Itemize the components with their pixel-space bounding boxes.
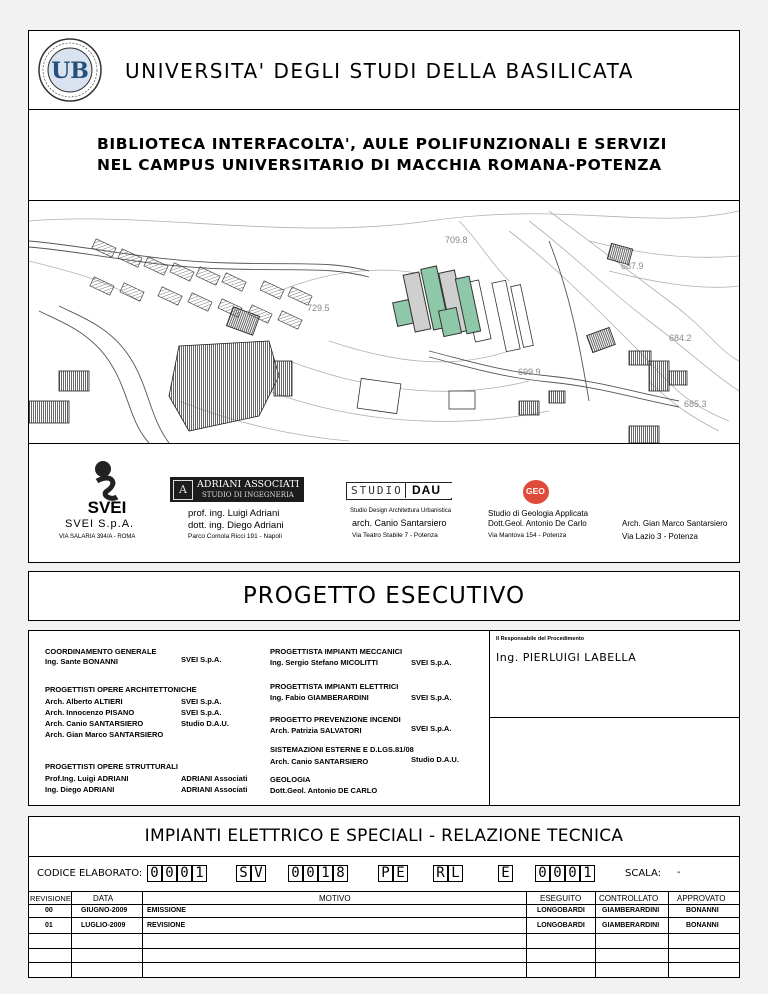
coord-firm: SVEI S.p.A. (181, 655, 222, 664)
mecc-title: PROGETTISTA IMPIANTI MECCANICI (270, 647, 403, 656)
dau-logo-b: DAU (412, 483, 441, 497)
code-cell: 1 (192, 865, 207, 882)
elevation-label: 685.3 (684, 399, 707, 409)
code-cell: 1 (580, 865, 595, 882)
dau-logo (346, 482, 452, 500)
code-cell: 0 (535, 865, 550, 882)
document-title: IMPIANTI ELETTRICO E SPECIALI - RELAZIONE TECNICA (144, 826, 624, 846)
coord-name: Ing. Sante BONANNI (45, 657, 118, 666)
divider (29, 933, 739, 934)
scale-label: SCALA: (625, 868, 662, 879)
arch-name: Arch. Innocenzo PISANO (45, 708, 135, 717)
rev-cell: GIAMBERARDINI (602, 922, 660, 929)
university-logo (37, 37, 103, 103)
ext-firm: Studio D.A.U. (411, 755, 459, 764)
rev-cell: BONANNI (686, 922, 719, 929)
rev-cell: GIUGNO-2009 (81, 907, 128, 914)
resp-title: Il Responsabile del Procedimento (496, 636, 585, 642)
adriani-name1: prof. ing. Luigi Adriani (188, 508, 280, 519)
arch-firm: SVEI S.p.A. (181, 697, 222, 706)
svei-address: VIA SALARIA 394/A - ROMA (59, 534, 136, 540)
project-title-line2: NEL CAMPUS UNIVERSITARIO DI MACCHIA ROMANA-POTENZA (97, 156, 662, 174)
phase-box (28, 571, 740, 621)
divider (71, 891, 72, 977)
svei-logo-text: SVEI (87, 498, 127, 515)
university-name: UNIVERSITA' DEGLI STUDI DELLA BASILICATA (125, 59, 634, 83)
struct-name: Ing. Diego ADRIANI (45, 785, 115, 794)
elevation-label: 709.8 (445, 235, 468, 245)
rev-cell: LUGLIO-2009 (81, 922, 126, 929)
divider (29, 856, 739, 857)
elevation-label: 729.5 (307, 303, 330, 313)
code-cell: 0 (303, 865, 318, 882)
adriani-name2: dott. ing. Diego Adriani (188, 520, 284, 531)
code-cell: E (393, 865, 408, 882)
geo-name: Dott.Geol. Antonio De Carlo (488, 519, 587, 528)
rev-header: APPROVATO (677, 894, 726, 903)
elet-title: PROGETTISTA IMPIANTI ELETTRICI (270, 682, 399, 691)
fire-title: PROGETTO PREVENZIONE INCENDI (270, 715, 401, 724)
resp-name: Ing. PIERLUIGI LABELLA (496, 651, 637, 664)
dau-subtitle: Studio Design Architettura Urbanistica (350, 508, 452, 514)
document-box (28, 816, 740, 978)
rev-header: REVISIONE (30, 894, 71, 903)
rev-cell: GIAMBERARDINI (602, 907, 660, 914)
rev-cell: 01 (45, 922, 53, 929)
svei-name: SVEI S.p.A. (65, 518, 135, 530)
adriani-logo (170, 477, 304, 502)
arch-name: Arch. Gian Marco SANTARSIERO (45, 730, 164, 739)
divider (489, 631, 490, 805)
struct-firm: ADRIANI Associati (181, 785, 248, 794)
ext-name: Arch. Canio SANTARSIERO (270, 757, 369, 766)
rev-header: DATA (93, 894, 114, 903)
code-cell: 1 (318, 865, 333, 882)
code-label: CODICE ELABORATO: (37, 868, 143, 879)
divider (29, 962, 739, 963)
santarsiero-address: Via Lazio 3 - Potenza (622, 532, 698, 541)
divider (29, 917, 739, 918)
rev-header: ESEGUITO (540, 894, 582, 903)
rev-cell: LONGOBARDI (537, 907, 585, 914)
mecc-firm: SVEI S.p.A. (411, 658, 452, 667)
divider (29, 891, 739, 892)
credits-box (28, 630, 740, 806)
geo-subtitle: Studio di Geologia Applicata (488, 509, 589, 518)
code-cell: L (448, 865, 463, 882)
struct-title: PROGETTISTI OPERE STRUTTURALI (45, 762, 178, 771)
divider (595, 891, 596, 977)
rev-cell: REVISIONE (147, 922, 186, 929)
coord-title: COORDINAMENTO GENERALE (45, 647, 157, 656)
rev-cell: EMISSIONE (147, 907, 186, 914)
code-cell: 0 (147, 865, 162, 882)
divider (29, 443, 739, 444)
rev-cell: LONGOBARDI (537, 922, 585, 929)
rev-header: CONTROLLATO (599, 894, 659, 903)
project-title-line1: BIBLIOTECA INTERFACOLTA', AULE POLIFUNZIONALI E SERVIZI (97, 135, 667, 153)
arch-firm: SVEI S.p.A. (181, 708, 222, 717)
elevation-label: 687.9 (621, 261, 644, 271)
code-cell: 0 (550, 865, 565, 882)
svei-logo (67, 459, 147, 515)
geo-credit-name: Dott.Geol. Antonio DE CARLO (270, 786, 378, 795)
adriani-logo-line2: STUDIO DI INGEGNERIA (202, 491, 294, 499)
struct-firm: ADRIANI Associati (181, 774, 248, 783)
adriani-address: Parco Comola Ricci 191 - Napoli (188, 533, 282, 540)
code-cell: R (433, 865, 448, 882)
code-cell: 0 (565, 865, 580, 882)
rev-header: MOTIVO (319, 894, 351, 903)
adriani-logo-line1: ADRIANI ASSOCIATI (197, 479, 300, 490)
geo-logo (523, 480, 549, 504)
rev-cell: 00 (45, 907, 53, 914)
svg-text:UB: UB (51, 58, 89, 84)
dau-name: arch. Canio Santarsiero (352, 518, 447, 528)
geo-logo-text: GEO (526, 486, 545, 496)
divider (29, 948, 739, 949)
mecc-name: Ing. Sergio Stefano MICOLITTI (270, 658, 378, 667)
rev-cell: BONANNI (686, 907, 719, 914)
code-cell: V (251, 865, 266, 882)
code-cell: 0 (177, 865, 192, 882)
code-cell: 0 (288, 865, 303, 882)
site-map (29, 201, 739, 443)
arch-name: Arch. Alberto ALTIERI (45, 697, 123, 706)
divider (29, 904, 739, 905)
adriani-monogram-icon: A (173, 480, 193, 500)
struct-name: Prof.Ing. Luigi ADRIANI (45, 774, 129, 783)
code-cell: E (498, 865, 513, 882)
arch-firm: Studio D.A.U. (181, 719, 229, 728)
phase-title: PROGETTO ESECUTIVO (242, 583, 526, 609)
fire-name: Arch. Patrizia SALVATORI (270, 726, 362, 735)
title-block (28, 30, 740, 563)
elet-name: Ing. Fabio GIAMBERARDINI (270, 693, 369, 702)
arch-title: PROGETTISTI OPERE ARCHITETTONICHE (45, 685, 197, 694)
geo-title: GEOLOGIA (270, 775, 311, 784)
code-cell: 8 (333, 865, 348, 882)
divider (29, 109, 739, 110)
dau-logo-a: STUDIO (351, 484, 403, 497)
elevation-label: 684.2 (669, 333, 692, 343)
arch-name: Arch. Canio SANTARSIERO (45, 719, 144, 728)
scale-value: - (677, 867, 681, 878)
divider (489, 717, 739, 718)
ext-title: SISTEMAZIONI ESTERNE E D.LGS.81/08 (270, 745, 414, 754)
elet-firm: SVEI S.p.A. (411, 693, 452, 702)
code-cell: P (378, 865, 393, 882)
divider (142, 891, 143, 977)
elevation-label: 699.9 (518, 367, 541, 377)
divider (526, 891, 527, 977)
code-cell: S (236, 865, 251, 882)
dau-address: Via Teatro Stabile 7 - Potenza (352, 532, 438, 539)
code-cell: 0 (162, 865, 177, 882)
santarsiero-name: Arch. Gian Marco Santarsiero (622, 519, 728, 528)
geo-address: Via Mantova 154 - Potenza (488, 532, 567, 539)
divider (668, 891, 669, 977)
fire-firm: SVEI S.p.A. (411, 724, 452, 733)
